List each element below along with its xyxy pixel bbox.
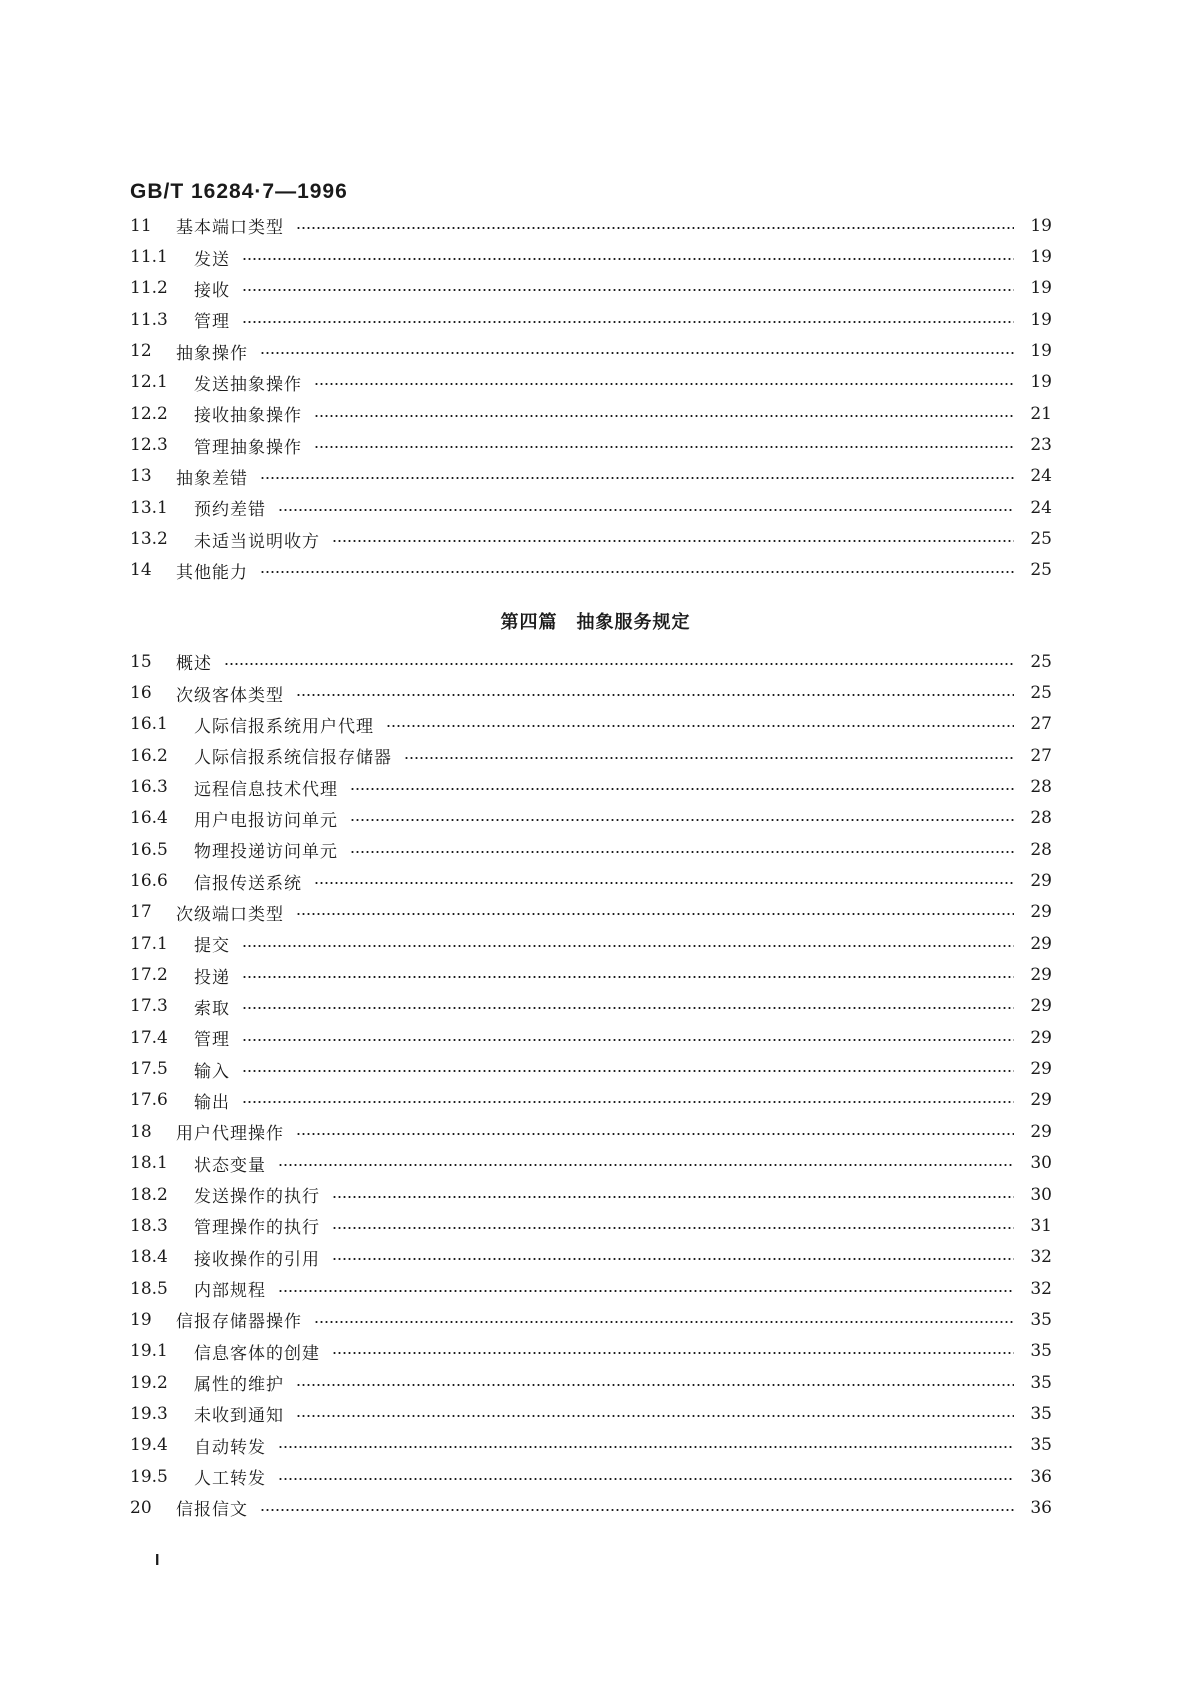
toc-entry-title: 属性的维护: [194, 1375, 284, 1396]
toc-part2: [130, 646, 1052, 1524]
toc-entry: [130, 1242, 1052, 1273]
toc-entry-page: 19: [1030, 372, 1052, 393]
toc-entry-number: 17.1: [130, 933, 168, 954]
toc-entry-page: 25: [1030, 560, 1052, 581]
toc-entry-page: 28: [1030, 777, 1052, 798]
toc-entry-page: 36: [1030, 1497, 1052, 1518]
toc-entry: [130, 1053, 1052, 1084]
toc-entry-title: 状态变量: [194, 1155, 266, 1176]
toc-entry: [130, 273, 1052, 304]
toc-entry-number: 11.2: [130, 278, 168, 299]
toc-entry: [130, 1398, 1052, 1429]
toc-entry-title: 信报传送系统: [194, 873, 302, 894]
toc-entry-title: 发送: [194, 249, 230, 270]
toc-leader-dots: [278, 509, 1014, 511]
toc-entry: [130, 771, 1052, 802]
toc-entry-title: 人际信报系统用户代理: [194, 716, 374, 737]
toc-leader-dots: [386, 725, 1014, 727]
toc-leader-dots: [242, 258, 1014, 260]
toc-entry-page: 21: [1030, 403, 1052, 424]
toc-entry-number: 20: [130, 1497, 152, 1518]
toc-leader-dots: [296, 1133, 1014, 1135]
toc-entry: [130, 304, 1052, 335]
toc-entry-number: 12.2: [130, 403, 168, 424]
toc-entry-number: 19.3: [130, 1403, 168, 1424]
toc-entry-title: 基本端口类型: [176, 218, 284, 239]
toc-entry: [130, 429, 1052, 460]
toc-leader-dots: [350, 788, 1014, 790]
toc-entry-title: 管理: [194, 1030, 230, 1051]
toc-entry-page: 32: [1030, 1247, 1052, 1268]
toc-leader-dots: [350, 819, 1014, 821]
toc-entry-title: 未收到通知: [194, 1406, 284, 1427]
toc-leader-dots: [404, 757, 1014, 759]
toc-entry-title: 管理操作的执行: [194, 1218, 320, 1239]
toc-entry-number: 16.3: [130, 777, 168, 798]
toc-entry: [130, 1085, 1052, 1116]
toc-entry: [130, 1367, 1052, 1398]
toc-entry-page: 19: [1030, 341, 1052, 362]
toc-entry-title: 抽象差错: [176, 468, 248, 489]
toc-leader-dots: [296, 1384, 1014, 1386]
toc-entry: [130, 803, 1052, 834]
toc-leader-dots: [260, 477, 1014, 479]
toc-entry-title: 内部规程: [194, 1281, 266, 1302]
toc-leader-dots: [260, 352, 1014, 354]
toc-leader-dots: [296, 913, 1014, 915]
toc-entry: [130, 740, 1052, 771]
toc-entry-title: 用户代理操作: [176, 1124, 284, 1145]
toc-entry-title: 概述: [176, 654, 212, 675]
toc-entry-title: 发送操作的执行: [194, 1187, 320, 1208]
toc-entry-number: 13.1: [130, 497, 168, 518]
toc-leader-dots: [332, 1352, 1014, 1354]
toc-leader-dots: [278, 1446, 1014, 1448]
toc-entry-page: 35: [1030, 1372, 1052, 1393]
toc-entry: [130, 335, 1052, 366]
toc-entry-title: 投递: [194, 967, 230, 988]
toc-entry-number: 19.5: [130, 1466, 168, 1487]
toc-entry-page: 25: [1030, 683, 1052, 704]
toc-entry-page: 28: [1030, 808, 1052, 829]
toc-entry: [130, 897, 1052, 928]
toc-entry-number: 18: [130, 1121, 152, 1142]
toc-entry-page: 29: [1030, 871, 1052, 892]
toc-entry-page: 25: [1030, 529, 1052, 550]
toc-entry-number: 13: [130, 466, 152, 487]
toc-entry-title: 接收操作的引用: [194, 1249, 320, 1270]
toc-entry-page: 25: [1030, 651, 1052, 672]
toc-entry-number: 18.5: [130, 1278, 168, 1299]
toc-entry-title: 管理抽象操作: [194, 437, 302, 458]
toc-entry-page: 23: [1030, 435, 1052, 456]
toc-entry-number: 17: [130, 902, 152, 923]
toc-entry-page: 27: [1030, 714, 1052, 735]
toc-leader-dots: [332, 540, 1014, 542]
toc-entry-title: 用户电报访问单元: [194, 810, 338, 831]
toc-entry: [130, 367, 1052, 398]
toc-entry-number: 16.1: [130, 714, 168, 735]
toc-leader-dots: [314, 446, 1014, 448]
toc-entry-number: 12: [130, 341, 152, 362]
toc-leader-dots: [314, 1321, 1014, 1323]
toc-entry: [130, 991, 1052, 1022]
toc-entry-number: 16.6: [130, 871, 168, 892]
toc-entry-page: 24: [1030, 466, 1052, 487]
toc-entry-page: 29: [1030, 1059, 1052, 1080]
toc-entry-page: 30: [1030, 1184, 1052, 1205]
toc-leader-dots: [296, 1415, 1014, 1417]
toc-entry-page: 35: [1030, 1403, 1052, 1424]
toc-leader-dots: [242, 1101, 1014, 1103]
toc-entry-number: 13.2: [130, 529, 168, 550]
toc-entry-number: 12.1: [130, 372, 168, 393]
toc-entry: [130, 1148, 1052, 1179]
toc-entry-number: 12.3: [130, 435, 168, 456]
toc-entry: [130, 928, 1052, 959]
toc-leader-dots: [332, 1258, 1014, 1260]
toc-entry: [130, 241, 1052, 272]
toc-entry-page: 29: [1030, 965, 1052, 986]
toc-entry-number: 19.4: [130, 1435, 168, 1456]
toc-entry-page: 29: [1030, 1090, 1052, 1111]
toc-entry: [130, 523, 1052, 554]
toc-entry-number: 15: [130, 651, 152, 672]
toc-entry-number: 17.3: [130, 996, 168, 1017]
toc-entry: [130, 1430, 1052, 1461]
toc-entry-number: 16: [130, 683, 152, 704]
toc-leader-dots: [242, 945, 1014, 947]
toc-entry-number: 17.2: [130, 965, 168, 986]
toc-leader-dots: [242, 321, 1014, 323]
toc-entry-page: 28: [1030, 839, 1052, 860]
toc-entry-title: 管理: [194, 312, 230, 333]
toc-entry-page: 19: [1030, 247, 1052, 268]
toc-entry-page: 29: [1030, 1121, 1052, 1142]
toc-entry: [130, 398, 1052, 429]
toc-leader-dots: [278, 1164, 1014, 1166]
toc-entry: [130, 555, 1052, 586]
toc-entry-title: 索取: [194, 998, 230, 1019]
toc-entry: [130, 1210, 1052, 1241]
toc-leader-dots: [296, 694, 1014, 696]
toc-entry-page: 31: [1030, 1215, 1052, 1236]
toc-entry-title: 接收: [194, 280, 230, 301]
toc-entry-title: 输出: [194, 1092, 230, 1113]
toc-entry-number: 19: [130, 1309, 152, 1330]
toc-entry: [130, 461, 1052, 492]
toc-entry-title: 人际信报系统信报存储器: [194, 748, 392, 769]
standard-code-header: GB/T 16284·7—1996: [130, 180, 348, 203]
toc-entry: [130, 959, 1052, 990]
toc-entry-title: 输入: [194, 1061, 230, 1082]
toc-entry-title: 信报存储器操作: [176, 1312, 302, 1333]
toc-entry-page: 29: [1030, 902, 1052, 923]
toc-entry-title: 自动转发: [194, 1437, 266, 1458]
toc-entry-title: 信报信文: [176, 1500, 248, 1521]
toc-leader-dots: [332, 1196, 1014, 1198]
toc-leader-dots: [278, 1290, 1014, 1292]
toc-entry: [130, 865, 1052, 896]
toc-entry-number: 19.2: [130, 1372, 168, 1393]
toc-entry-title: 未适当说明收方: [194, 531, 320, 552]
toc-leader-dots: [242, 976, 1014, 978]
toc-entry-number: 18.1: [130, 1153, 168, 1174]
toc-entry-number: 11.3: [130, 309, 168, 330]
toc-entry-number: 16.2: [130, 745, 168, 766]
toc-leader-dots: [260, 1509, 1014, 1511]
toc-entry-number: 16.5: [130, 839, 168, 860]
toc-entry-number: 17.6: [130, 1090, 168, 1111]
toc-entry-page: 19: [1030, 309, 1052, 330]
footer-page-number: I: [155, 1552, 160, 1569]
toc-entry: [130, 677, 1052, 708]
toc-entry: [130, 1273, 1052, 1304]
toc-entry: [130, 709, 1052, 740]
toc-entry-title: 物理投递访问单元: [194, 842, 338, 863]
section-heading: 第四篇 抽象服务规定: [500, 612, 691, 633]
toc-entry-page: 30: [1030, 1153, 1052, 1174]
toc-leader-dots: [296, 227, 1014, 229]
toc-entry-page: 29: [1030, 996, 1052, 1017]
toc-entry: [130, 834, 1052, 865]
toc-leader-dots: [224, 663, 1014, 665]
toc-entry: [130, 1022, 1052, 1053]
toc-entry-page: 36: [1030, 1466, 1052, 1487]
toc-entry-number: 11: [130, 215, 152, 236]
toc-entry-number: 18.3: [130, 1215, 168, 1236]
toc-entry: [130, 1336, 1052, 1367]
toc-entry-page: 29: [1030, 933, 1052, 954]
toc-part1: [130, 210, 1052, 586]
toc-entry: [130, 646, 1052, 677]
toc-entry-page: 27: [1030, 745, 1052, 766]
toc-entry-number: 17.4: [130, 1027, 168, 1048]
toc-leader-dots: [332, 1227, 1014, 1229]
toc-entry-title: 次级客体类型: [176, 685, 284, 706]
toc-entry-number: 18.2: [130, 1184, 168, 1205]
toc-entry-title: 人工转发: [194, 1469, 266, 1490]
toc-entry-number: 11.1: [130, 247, 168, 268]
toc-entry-page: 24: [1030, 497, 1052, 518]
toc-leader-dots: [242, 1070, 1014, 1072]
toc-entry: [130, 1304, 1052, 1335]
toc-entry-title: 接收抽象操作: [194, 406, 302, 427]
toc-entry: [130, 1461, 1052, 1492]
toc-entry-page: 19: [1030, 278, 1052, 299]
toc-entry-title: 远程信息技术代理: [194, 779, 338, 800]
toc-entry: [130, 210, 1052, 241]
toc-leader-dots: [314, 415, 1014, 417]
toc-entry-page: 35: [1030, 1435, 1052, 1456]
toc-leader-dots: [350, 851, 1014, 853]
toc-entry-page: 32: [1030, 1278, 1052, 1299]
toc-entry-title: 预约差错: [194, 500, 266, 521]
toc-entry: [130, 1179, 1052, 1210]
toc-leader-dots: [314, 383, 1014, 385]
toc-entry-page: 35: [1030, 1309, 1052, 1330]
toc-entry-page: 19: [1030, 215, 1052, 236]
toc-entry: [130, 492, 1052, 523]
toc-leader-dots: [278, 1478, 1014, 1480]
toc-leader-dots: [242, 1039, 1014, 1041]
toc-entry: [130, 1116, 1052, 1147]
toc-leader-dots: [242, 1007, 1014, 1009]
toc-entry-number: 18.4: [130, 1247, 168, 1268]
toc-leader-dots: [314, 882, 1014, 884]
toc-leader-dots: [260, 571, 1014, 573]
toc-leader-dots: [242, 289, 1014, 291]
toc-entry-title: 其他能力: [176, 562, 248, 583]
toc-entry-number: 14: [130, 560, 152, 581]
toc-entry-number: 16.4: [130, 808, 168, 829]
toc-entry: [130, 1492, 1052, 1523]
toc-entry-number: 17.5: [130, 1059, 168, 1080]
toc-entry-title: 次级端口类型: [176, 904, 284, 925]
toc-entry-title: 抽象操作: [176, 343, 248, 364]
toc-entry-page: 35: [1030, 1341, 1052, 1362]
toc-entry-title: 发送抽象操作: [194, 374, 302, 395]
toc-entry-number: 19.1: [130, 1341, 168, 1362]
toc-entry-title: 提交: [194, 936, 230, 957]
toc-entry-page: 29: [1030, 1027, 1052, 1048]
toc-entry-title: 信息客体的创建: [194, 1343, 320, 1364]
